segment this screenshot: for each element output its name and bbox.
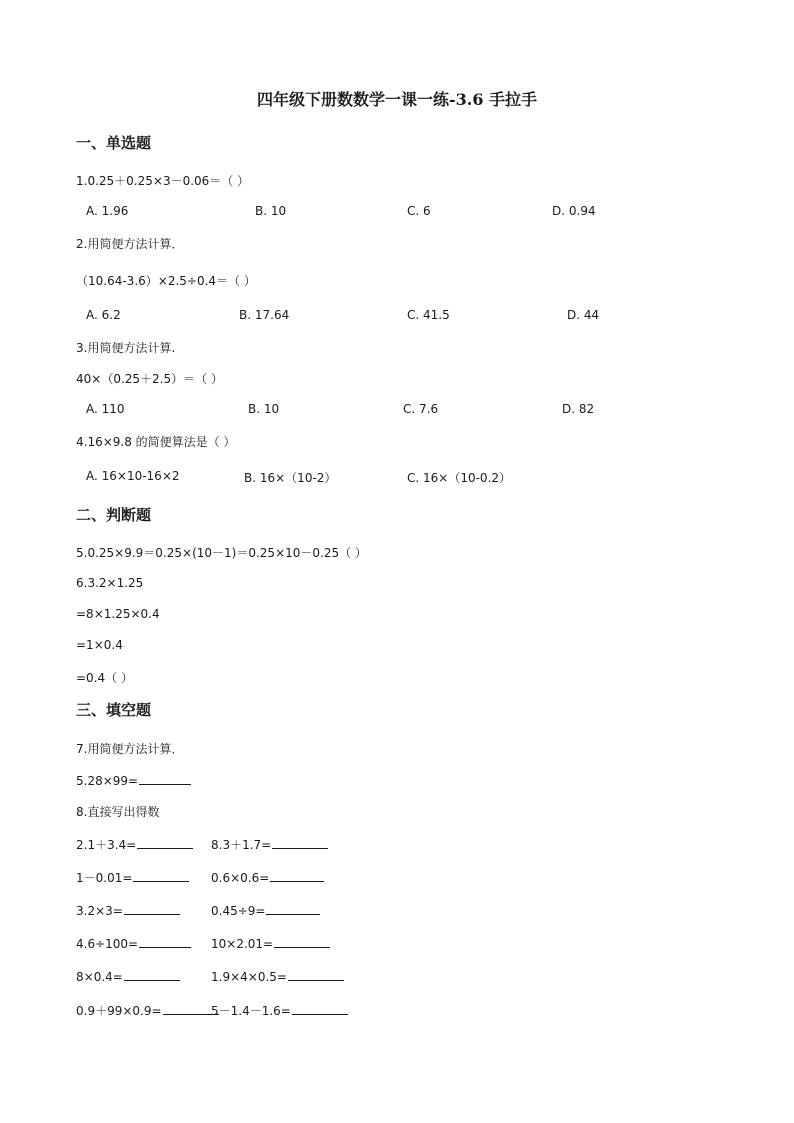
question-8-stem: 8.直接写出得数 [76,805,160,819]
question-1-option-d: D. 0.94 [552,204,596,218]
question-2-option-d: D. 44 [567,308,600,322]
question-8-expr: 1－0.01= [76,871,133,885]
answer-blank[interactable] [272,836,328,849]
question-1-option-b: B. 10 [255,204,287,218]
answer-blank[interactable] [292,1002,348,1015]
answer-blank[interactable] [137,836,193,849]
page-title: 四年级下册数数学一课一练-3.6 手拉手 [256,90,538,109]
question-3-stem: 3.用简便方法计算. [76,341,176,355]
question-7-stem: 7.用简便方法计算． [76,742,184,756]
answer-blank[interactable] [124,902,180,915]
answer-blank[interactable] [139,935,191,948]
question-8-item [76,1002,219,1019]
question-3-option-b: B. 10 [248,402,280,416]
question-1-option-c: C. 6 [407,204,431,218]
question-8-item [211,869,324,885]
section-heading-fill-blank: 三、填空题 [76,701,152,719]
question-1-stem: 1.0.25＋0.25×3－0.06＝（ ） [76,174,250,188]
question-4-option-a: A. 16×10-16×2 [86,469,180,483]
answer-blank[interactable] [266,902,320,915]
question-8-expr: 10×2.01= [211,937,274,951]
question-8-item [211,935,330,951]
question-2-stem: 2.用简便方法计算． [76,237,184,251]
question-2-expression: （10.64-3.6）×2.5÷0.4＝（ ） [76,274,256,288]
answer-blank[interactable] [288,968,344,981]
answer-blank[interactable] [274,935,330,948]
question-6-line-2: =8×1.25×0.4 [76,607,160,621]
question-6-line-3: =1×0.4 [76,638,123,652]
question-1-option-a: A. 1.96 [86,204,129,218]
question-8-expr: 1.9×4×0.5= [211,970,287,984]
answer-blank[interactable] [270,869,324,882]
question-4-option-c: C. 16×（10-0.2） [407,471,512,485]
answer-blank[interactable] [139,772,191,785]
question-8-item [76,968,180,984]
question-8-item [211,902,320,918]
question-8-item [76,935,191,951]
answer-blank[interactable] [133,869,189,882]
question-8-expr: 0.45÷9= [211,904,266,918]
section-heading-true-false: 二、判断题 [76,506,152,524]
question-8-expr: 0.6×0.6= [211,871,270,885]
question-8-expr: 8.3＋1.7= [211,838,272,852]
question-8-expr: 3.2×3= [76,904,123,918]
question-8-expr: 0.9＋99×0.9= [76,1004,162,1018]
answer-blank[interactable] [124,968,180,981]
question-6-line-1: 6.3.2×1.25 [76,576,144,590]
question-8-expr: 4.6÷100= [76,937,139,951]
question-8-item [211,836,328,853]
question-7-expr-text: 5.28×99= [76,774,139,788]
question-2-option-a: A. 6.2 [86,308,121,322]
question-8-item [211,1002,348,1019]
question-4-option-b: B. 16×（10-2） [244,471,337,485]
question-8-item [76,869,189,886]
question-8-item [76,902,180,918]
question-2-option-c: C. 41.5 [407,308,450,322]
section-heading-single-choice: 一、单选题 [76,134,152,152]
question-8-expr: 8×0.4= [76,970,123,984]
question-8-expr: 2.1＋3.4= [76,838,137,852]
question-3-option-a: A. 110 [86,402,125,416]
question-8-item [76,836,193,853]
question-4-stem: 4.16×9.8 的简便算法是（ ） [76,435,236,449]
question-3-option-d: D. 82 [562,402,595,416]
question-3-option-c: C. 7.6 [403,402,439,416]
question-2-option-b: B. 17.64 [239,308,290,322]
question-5-stem: 5.0.25×9.9＝0.25×(10－1)＝0.25×10－0.25（ ） [76,546,367,560]
question-3-expression: 40×（0.25＋2.5）＝（ ） [76,372,223,386]
question-8-item [211,968,344,984]
question-7-expression [76,772,191,788]
question-8-expr: 5－1.4－1.6= [211,1004,291,1018]
question-6-line-4: =0.4（ ） [76,671,133,685]
